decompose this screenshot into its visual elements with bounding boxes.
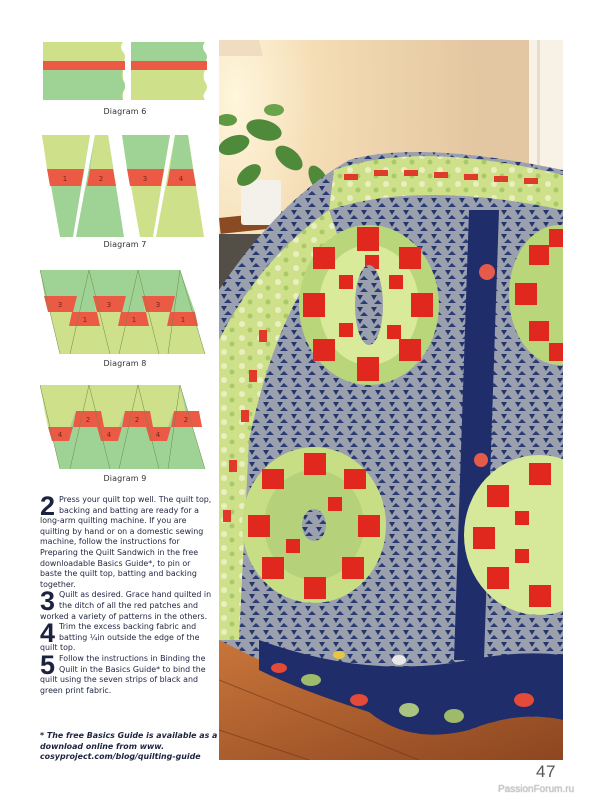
piece-label: 3	[155, 301, 161, 309]
piece-label: 4	[106, 431, 112, 439]
step-4	[40, 618, 212, 654]
diagram-7	[40, 133, 210, 239]
diagram-8	[40, 268, 210, 356]
step-text: Follow the instructions in Binding the Quilt in the Basics Guide* to bind the quilt using the seven strips of black and green print fabric.	[40, 653, 206, 695]
wedge-label-3: 3	[142, 175, 148, 183]
diagram-6-caption: Diagram 6	[103, 107, 147, 116]
wedge-label-4: 4	[178, 175, 184, 183]
diagram-7-caption: Diagram 7	[103, 240, 147, 249]
quilt-photo-illustration	[219, 40, 563, 760]
diagram-7-wedges	[40, 133, 210, 239]
piece-label: 4	[155, 431, 161, 439]
wheel-block	[242, 447, 386, 603]
basics-guide-footnote: * The free Basics Guide is available as a download online from www. cosyproject.com/blog/quilting-guide	[40, 731, 218, 762]
piece-label: 1	[82, 316, 88, 324]
piece-label: 2	[85, 416, 91, 424]
diagram-8-pieced-row	[40, 268, 210, 356]
wheel-block	[299, 225, 439, 385]
piece-label: 1	[180, 316, 186, 324]
step-3	[40, 586, 212, 622]
step-2	[40, 491, 212, 590]
wedge-label-1: 1	[62, 175, 68, 183]
step-number: 3	[40, 586, 56, 617]
piece-label: 1	[131, 316, 137, 324]
step-text: Trim the excess backing fabric and batting ¼in outside the edge of the quilt top.	[40, 622, 200, 653]
step-text: Quilt as desired. Grace hand quilted in the ditch of all the red patches and worked a variety of patterns in the others.	[40, 590, 212, 621]
instruction-steps	[40, 491, 212, 696]
piece-label: 3	[106, 301, 112, 309]
diagram-6-strip-sets	[40, 40, 210, 104]
diagram-6	[40, 40, 210, 104]
watermark: PassionForum.ru	[498, 784, 575, 795]
piece-label: 4	[57, 431, 63, 439]
quilt-photo	[219, 40, 563, 760]
piece-label: 2	[134, 416, 140, 424]
step-number: 4	[40, 618, 56, 649]
step-5	[40, 649, 212, 696]
diagram-9-caption: Diagram 9	[103, 474, 147, 483]
step-number: 5	[40, 649, 56, 680]
diagram-9	[40, 383, 210, 471]
piece-label: 3	[57, 301, 63, 309]
diagram-8-caption: Diagram 8	[103, 359, 147, 368]
diagram-9-pieced-row	[40, 383, 210, 471]
page-number: 47	[536, 762, 556, 781]
wedge-label-2: 2	[98, 175, 104, 183]
step-number: 2	[40, 491, 56, 521]
piece-label: 2	[183, 416, 189, 424]
step-text: Press your quilt top well. The quilt top, backing and batting are ready for a long-arm quilting machine. If you are quilting by hand or on a domestic sewing machine, follow the instructions for Preparing the Quilt Sandwich in the free downloadable Basics Guide*, to pin or baste the quilt top, batting and backing together.	[40, 495, 212, 589]
